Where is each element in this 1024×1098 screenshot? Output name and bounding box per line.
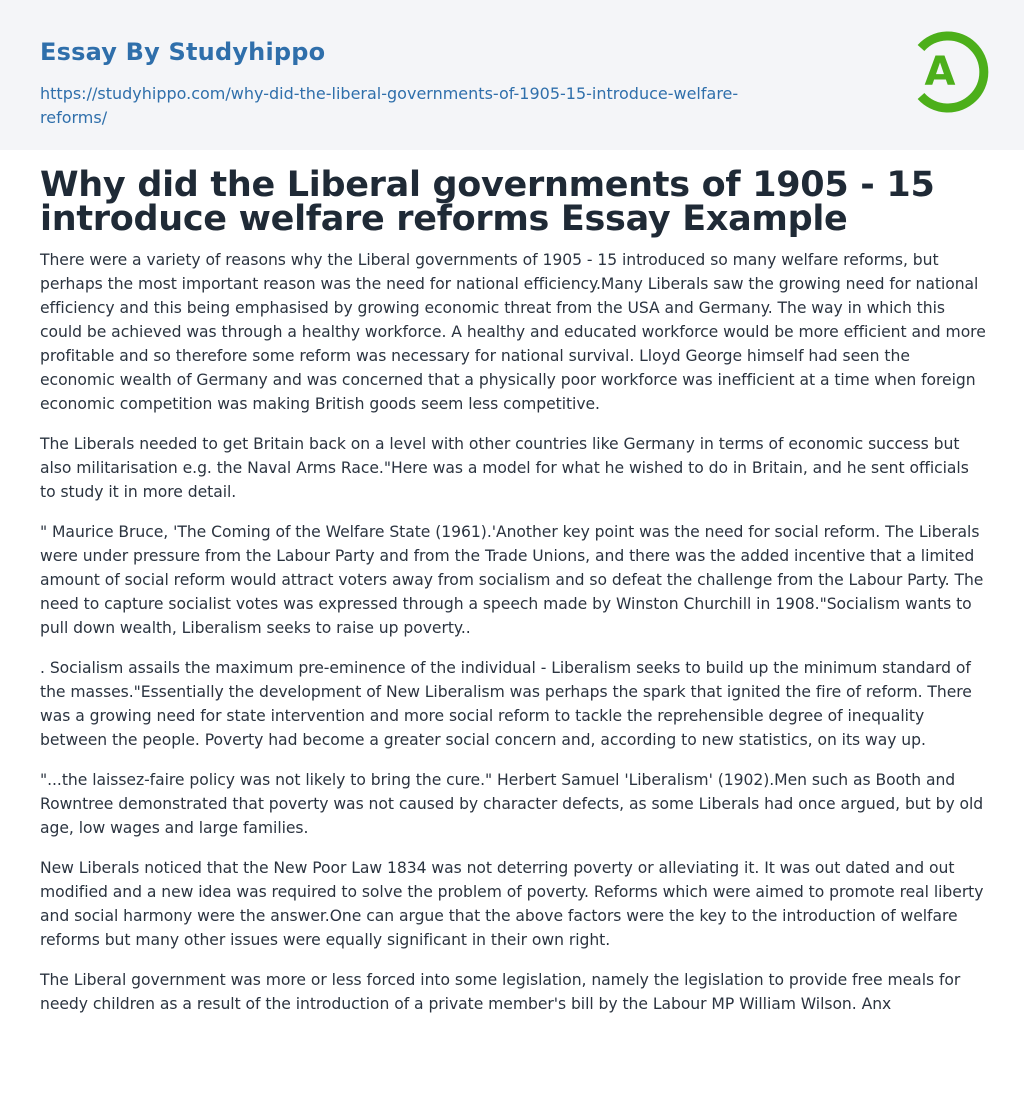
essay-paragraph: The Liberals needed to get Britain back on a level with other countries like Germany in terms of economic success but also militarisation e.g. the Naval Arms Race."Here was a model for what he wished to do in Britain, and he sent officials to study it in more detail.	[40, 435, 969, 501]
essay-paragraph: . Socialism assails the maximum pre-eminence of the individual - Liberalism seeks to build up the minimum standard of the masses."Essentially the development of New Liberalism was perhaps the spark that ignited the fire of reform. There was a growing need for state intervention and more social reform to tackle the reprehensible degree of inequality between the people. Poverty had become a greater social concern and, according to new statistics, on its way up.	[40, 659, 972, 749]
essay-paragraph: " Maurice Bruce, 'The Coming of the Welfare State (1961).'Another key point was the need for social reform. The Liberals were under pressure from the Labour Party and from the Trade Unions, and there was the added incentive that a limited amount of social reform would attract voters away from socialism and so defeat the challenge from the Labour Party. The need to capture socialist votes was expressed through a speech made by Winston Churchill in 1908."Socialism wants to pull down wealth, Liberalism seeks to raise up poverty..	[40, 523, 984, 637]
essay-content	[40, 165, 986, 1032]
logo-letter: A	[924, 49, 956, 95]
essay-paragraph: There were a variety of reasons why the Liberal governments of 1905 - 15 introduced so many welfare reforms, but perhaps the most important reason was the need for national efficiency.Many Liberals saw the growing need for national efficiency and this being emphasised by growing economic threat from the USA and Germany. The way in which this could be achieved was through a healthy workforce. A healthy and educated workforce would be more efficient and more profitable and so therefore some reform was necessary for national survival. Lloyd George himself had seen the economic wealth of Germany and was concerned that a physically poor workforce was inefficient at a time when foreign economic competition was making British goods seem less competitive.	[40, 251, 986, 413]
essay-paragraph: The Liberal government was more or less forced into some legislation, namely the legislation to provide free meals for needy children as a result of the introduction of a private member's bill by the Labour MP William Wilson. Anx	[40, 971, 961, 1013]
essay-paragraph: New Liberals noticed that the New Poor Law 1834 was not deterring poverty or alleviating it. It was out dated and out modified and a new idea was required to solve the problem of poverty. Reforms which were aimed to promote real liberty and social harmony were the answer.One can argue that the above factors were the key to the introduction of welfare reforms but many other issues were equally significant in their own right.	[40, 859, 984, 949]
brand-title[interactable]: Essay By Studyhippo	[40, 38, 326, 66]
page-title: Why did the Liberal governments of 1905 - 15 introduce welfare reforms Essay Example	[40, 165, 935, 239]
letter-a-ring-logo-icon[interactable]	[906, 28, 990, 116]
essay-url-link[interactable]: https://studyhippo.com/why-did-the-liberal-governments-of-1905-15-introduce-welfare-reforms/	[40, 84, 739, 127]
essay-paragraph: "...the laissez-faire policy was not likely to bring the cure." Herbert Samuel 'Liberalism' (1902).Men such as Booth and Rowntree demonstrated that poverty was not caused by character defects, as some Liberals had once argued, but by old age, low wages and large families.	[40, 771, 984, 837]
site-header	[0, 0, 1024, 150]
